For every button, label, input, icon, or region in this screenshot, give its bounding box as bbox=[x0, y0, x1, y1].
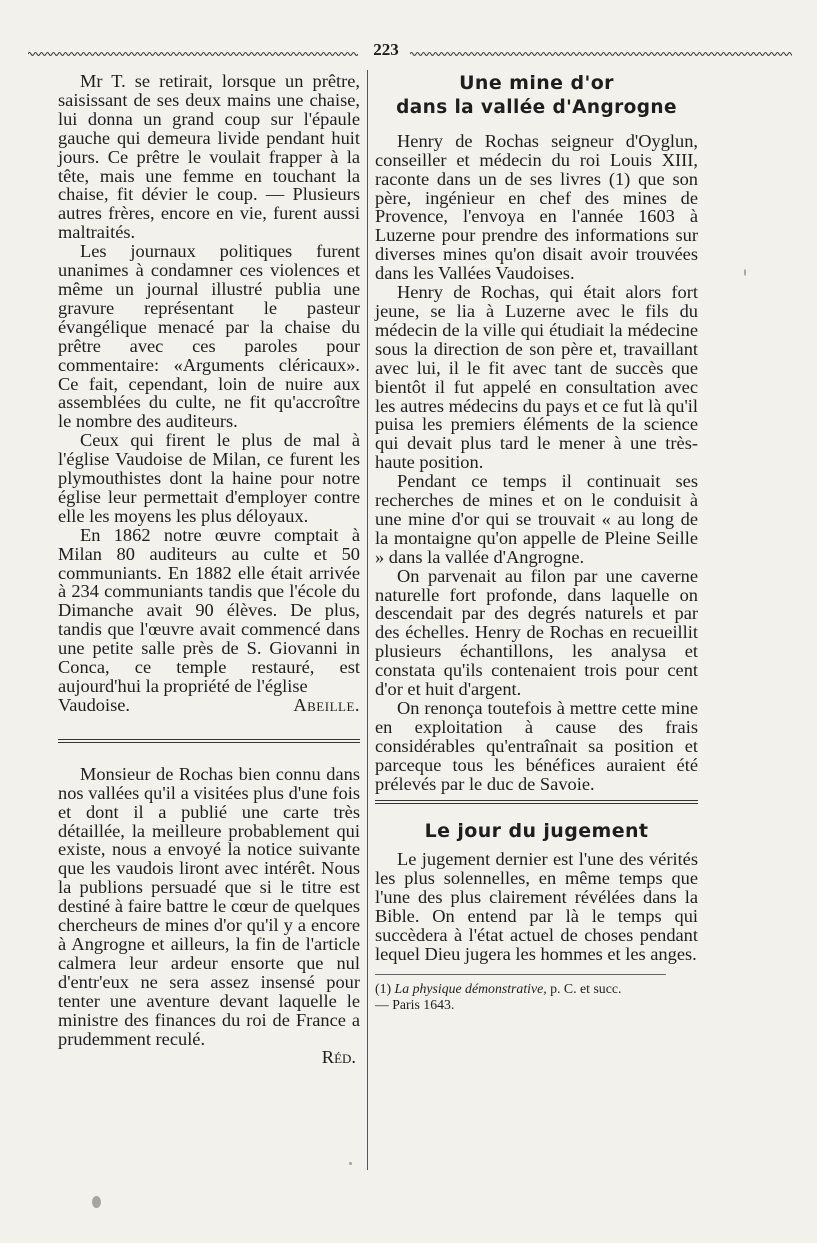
paragraph: Henry de Rochas, qui était alors fort jeune, se lia à Luzerne avec le fils du médecin de la ville qui étudiait la médecine sous la direction de son père et, travaillant avec lui, il le fit avec tant de succès que bientôt il fut appelé en consultation avec les autres médecins du pays et ce fut là qu'il puisa les premiers éléments de la science qui devait plus tard le mener à une très-haute position. bbox=[375, 282, 698, 473]
print-speck bbox=[744, 269, 746, 276]
section-divider bbox=[375, 800, 698, 804]
footnote-marker: (1) bbox=[375, 980, 395, 996]
footnote-line bbox=[375, 981, 666, 997]
section-divider bbox=[58, 739, 360, 743]
page-header bbox=[28, 42, 792, 60]
right-column bbox=[375, 72, 698, 1013]
article-title: Une mine d'or bbox=[459, 72, 614, 94]
page-number: 223 bbox=[373, 40, 399, 59]
article-title: Le jour du jugement bbox=[424, 819, 649, 842]
paragraph: Les journaux politiques furent unanimes à condamner ces violences et même un journal illustré publia une gravure représentant le pasteur évangélique menacé par la chaise du prêtre avec ces paroles pour commentaire: «Arguments cléricaux». Ce fait, cependant, loin de nuire aux assemblées du culte, ne fit qu'accroître le nombre des auditeurs. bbox=[58, 241, 360, 432]
column-divider bbox=[367, 70, 368, 1170]
signature-line bbox=[58, 696, 360, 715]
editor-signature: Réd. bbox=[321, 1047, 356, 1068]
paragraph-end: Vaudoise. bbox=[58, 694, 131, 715]
paragraph: Mr T. se retirait, lorsque un prêtre, saisissant de ses deux mains une chaise, lui donna un grand coup sur l'épaule gauche qui demeura livide pendant huit jours. Ce prêtre le voulait frapper à la tête, mais une femme en touchant la chaise, fit dévier le coup. — Plusieurs autres frères, encore en vie, furent aussi maltraités. bbox=[58, 71, 360, 243]
footnote-reference: p. C. et succ. bbox=[546, 980, 622, 996]
print-speck bbox=[349, 1162, 352, 1165]
footnote bbox=[375, 974, 666, 1013]
wavy-rule-right bbox=[410, 51, 792, 57]
paragraph: Henry de Rochas seigneur d'Oyglun, conseiller et médecin du roi Louis XIII, raconte dans un de ses livres (1) que son père, ingénieur en chef des mines de Provence, l'envoya en l'année 1603 à Luzerne pour prendre des informations sur diverses mines qu'on disait avoir trouvées dans les Vallées Vaudoises. bbox=[375, 130, 698, 284]
paragraph: En 1862 notre œuvre comptait à Milan 80 auditeurs au culte et 50 communiants. En 1882 elle était arrivée à 234 communiants tandis que l'école du Dimanche avait 90 élèves. De plus, tandis que l'œuvre avait commencé dans une petite salle près de S. Giovanni in Conca, ce temple restauré, est aujourd'hui la propriété de l'église bbox=[58, 524, 360, 696]
paragraph: On renonça toutefois à mettre cette mine en exploitation à cause des frais considérables qu'entraînait sa position et parceque tous les bénéfices auraient été prélevés par le duc de Savoie. bbox=[375, 698, 698, 794]
print-speck bbox=[92, 1196, 101, 1208]
paragraph: Ceux qui firent le plus de mal à l'église Vaudoise de Milan, ce furent les plymouthistes dont la haine pour notre église leur permettait d'employer contre elle les moyens les plus déloyaux. bbox=[58, 430, 360, 526]
footnote-line: — Paris 1643. bbox=[375, 996, 455, 1012]
left-column bbox=[58, 72, 360, 1067]
paragraph: Pendant ce temps il continuait ses recherches de mines et on le conduisit à une mine d'or qui se trouvait « au long de la montaigne qu'on appelle de Pleine Seille » dans la vallée d'Angrogne. bbox=[375, 471, 698, 567]
footnote-book-title: La physique démonstrative, bbox=[394, 980, 547, 996]
author-signature: Abeille. bbox=[293, 694, 360, 715]
wavy-rule-left bbox=[28, 51, 358, 57]
article-subtitle: dans la vallée d'Angrogne bbox=[396, 96, 677, 118]
paragraph: Monsieur de Rochas bien connu dans nos vallées qu'il a visitées plus d'une fois et dont il a publié une carte très détaillée, la meilleure probablement qui existe, nous a envoyé la notice suivante que les vaudois liront avec intérêt. Nous la publions persuadé que si le titre est destiné à faire battre le cœur de quelques chercheurs de mines d'or qu'il y a encore à Angrogne et ailleurs, la fin de l'article calmera leur ardeur ensorte que nul d'entr'eux ne sera assez insensé pour tenter une aventure devant laquelle le ministre des finances du roi de France a prudemment reculé. bbox=[58, 763, 360, 1049]
paragraph: On parvenait au filon par une caverne naturelle fort profonde, dans laquelle on descendait par des degrés naturels et par des échelles. Henry de Rochas en recueillit plusieurs échantillons, les analysa et constata qu'ils contenaient trois pour cent d'or et huit d'argent. bbox=[375, 565, 698, 700]
paragraph: Le jugement dernier est l'une des vérités les plus solennelles, en même temps que l'une des plus clairement révélées dans la Bible. On entend par là le temps qui succèdera à l'état actuel de choses pendant lequel Dieu jugera les hommes et les anges. bbox=[375, 849, 698, 964]
